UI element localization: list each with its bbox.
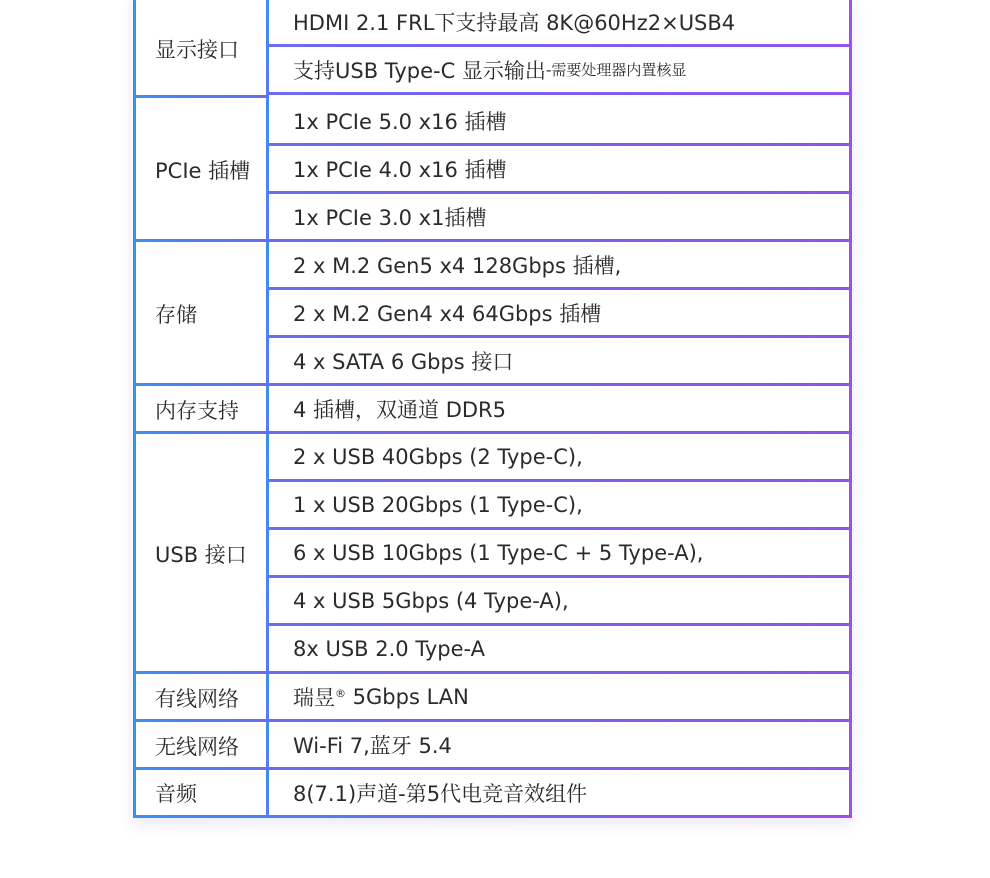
lan-spec: 5Gbps LAN — [346, 684, 469, 709]
label-display — [136, 0, 269, 98]
group-usb — [269, 434, 849, 674]
label-display-text: 显示接口 — [155, 37, 239, 62]
storage-item-2: 2 x M.2 Gen4 x4 64Gbps 插槽 — [293, 301, 602, 326]
spec-table — [133, 0, 852, 818]
display-item-1: HDMI 2.1 FRL下支持最高 8K@60Hz2×USB4 — [293, 10, 736, 35]
pcie-item-3: 1x PCIe 3.0 x1插槽 — [293, 205, 487, 230]
label-memory-text: 内存支持 — [155, 399, 239, 423]
label-usb — [136, 434, 269, 674]
usb-item-1: 2 x USB 40Gbps (2 Type-C), — [293, 444, 583, 469]
wifi-item-1: Wi-Fi 7,蓝牙 5.4 — [293, 733, 452, 758]
label-lan-text: 有线网络 — [155, 687, 239, 711]
lan-item-1 — [269, 674, 849, 722]
display-item-2-main: 支持USB Type-C 显示输出 — [293, 58, 546, 83]
usb-item-2: 1 x USB 20Gbps (1 Type-C), — [293, 492, 583, 517]
usb-item-5: 8x USB 2.0 Type-A — [293, 636, 486, 661]
group-memory — [269, 386, 849, 434]
display-item-2-note: -需要处理器内置核显 — [545, 61, 687, 79]
group-audio — [269, 770, 849, 815]
label-storage — [136, 242, 269, 386]
audio-item-1: 8(7.1)声道-第5代电竞音效组件 — [293, 781, 588, 806]
group-display — [269, 0, 849, 98]
display-item-2 — [269, 47, 849, 95]
group-storage — [269, 242, 849, 386]
lan-brand: 瑞昱 — [293, 685, 335, 710]
storage-item-3: 4 x SATA 6 Gbps 接口 — [293, 349, 514, 374]
label-audio-text: 音频 — [155, 781, 197, 806]
pcie-item-1: 1x PCIe 5.0 x16 插槽 — [293, 109, 507, 134]
label-memory — [136, 386, 269, 434]
label-storage-text: 存储 — [155, 303, 197, 327]
group-lan — [269, 674, 849, 722]
label-wifi — [136, 722, 269, 770]
registered-mark: ® — [335, 687, 346, 700]
spec-table-grid — [136, 0, 849, 815]
label-pcie — [136, 98, 269, 242]
usb-item-3: 6 x USB 10Gbps (1 Type-C + 5 Type-A), — [293, 540, 704, 565]
label-wifi-text: 无线网络 — [155, 735, 239, 759]
pcie-item-2: 1x PCIe 4.0 x16 插槽 — [293, 157, 507, 182]
label-audio — [136, 770, 269, 815]
memory-item-1: 4 插槽，双通道 DDR5 — [293, 397, 507, 422]
usb-item-4: 4 x USB 5Gbps (4 Type-A), — [293, 588, 569, 613]
group-wifi — [269, 722, 849, 770]
label-usb-text: USB 接口 — [155, 543, 247, 567]
label-lan — [136, 674, 269, 722]
storage-item-1: 2 x M.2 Gen5 x4 128Gbps 插槽, — [293, 253, 622, 278]
group-pcie — [269, 98, 849, 242]
label-pcie-text: PCIe 插槽 — [155, 159, 251, 183]
